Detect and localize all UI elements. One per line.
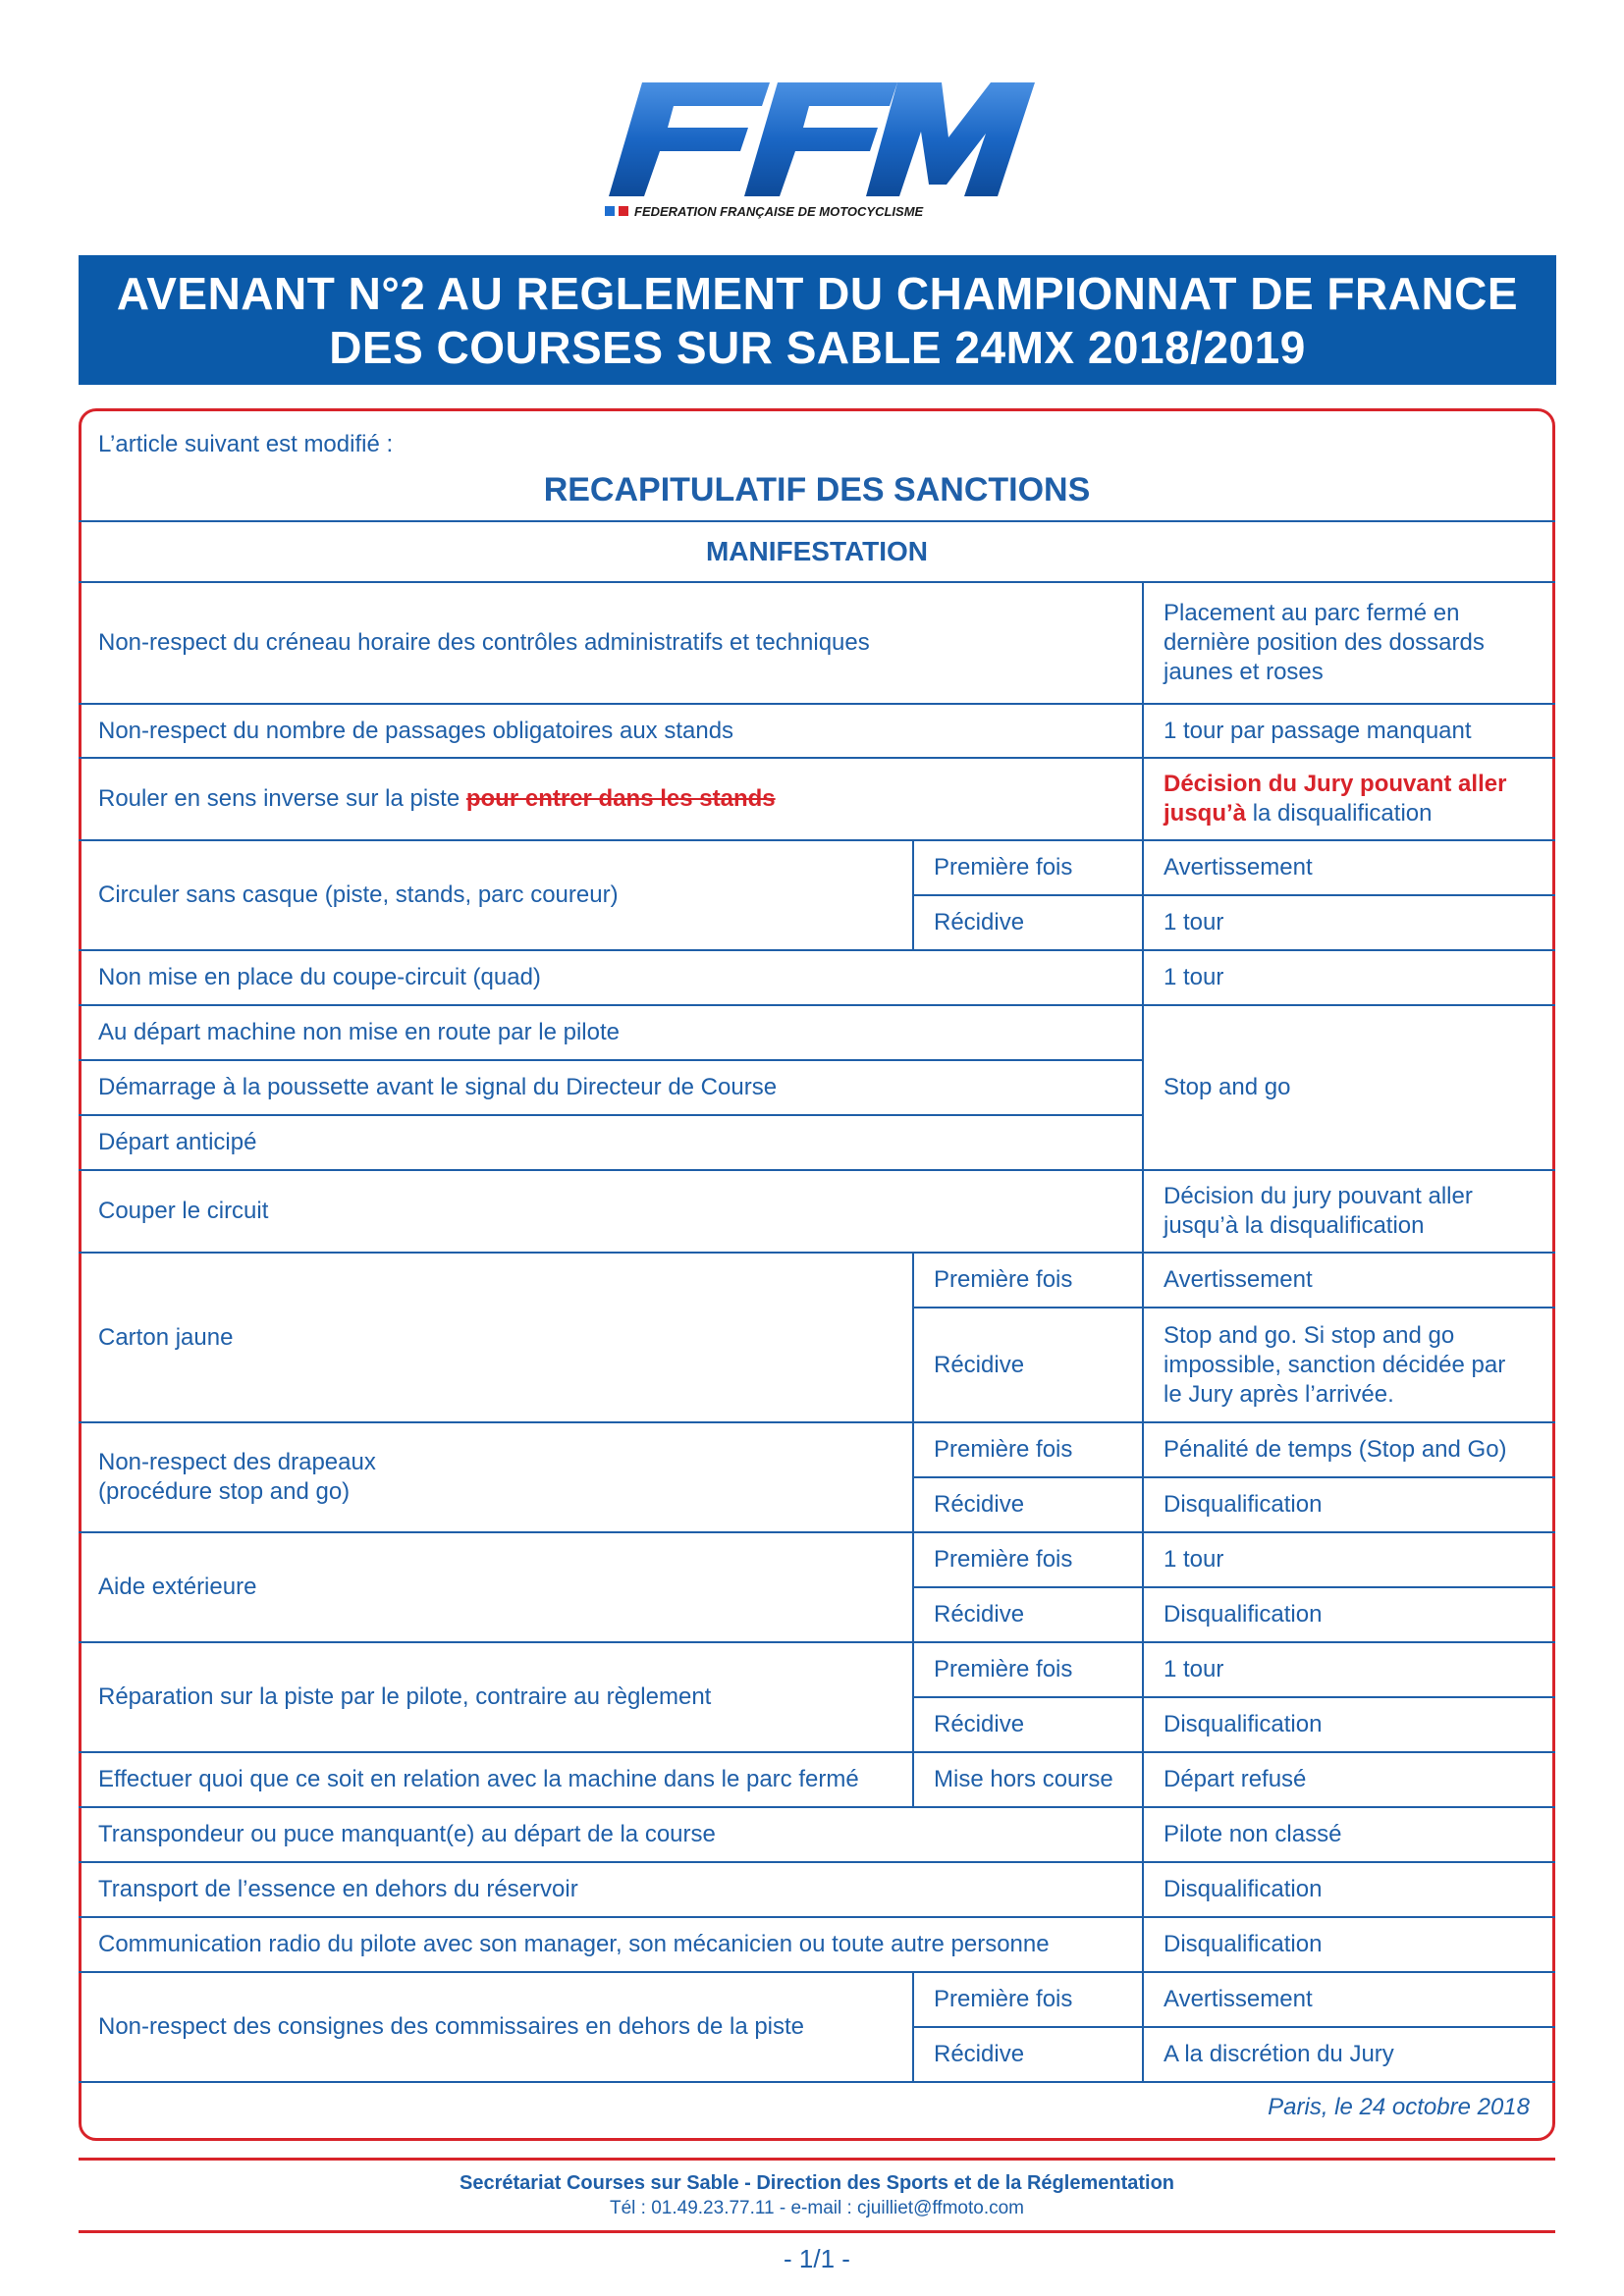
table-row (79, 1005, 1555, 1060)
signature-date: Paris, le 24 octobre 2018 (1268, 2094, 1530, 2120)
table-row (79, 1170, 1555, 1253)
footer-top-rule (79, 2158, 1555, 2161)
sanction-cell: Disqualification (1143, 1477, 1555, 1532)
infraction-cell: Transport de l’essence en dehors du réservoir (79, 1862, 1143, 1917)
sanction-cell: 1 tour (1143, 1532, 1555, 1587)
sanction-cell: 1 tour (1143, 1642, 1555, 1697)
sanction-cell: Disqualification (1143, 1862, 1555, 1917)
sanction-cell: Pénalité de temps (Stop and Go) (1143, 1422, 1555, 1477)
table-row (79, 582, 1555, 704)
sanction-cell: Disqualification (1143, 1587, 1555, 1642)
table-row (79, 950, 1555, 1005)
sanctions-table (79, 520, 1555, 2083)
table-row (79, 1862, 1555, 1917)
table-row (79, 1642, 1555, 1697)
table-row (79, 1532, 1555, 1587)
sanction-red-text: Décision du Jury pouvant aller jusqu’à (1164, 771, 1507, 827)
sanction-cell: Disqualification (1143, 1917, 1555, 1972)
table-row (79, 1253, 1555, 1308)
infraction-cell: Couper le circuit (79, 1170, 1143, 1253)
footer-bottom-rule (79, 2230, 1555, 2233)
footer-contact: Tél : 01.49.23.77.11 - e-mail : cjuilliet@ffmoto.com (610, 2198, 1024, 2218)
infraction-text: Rouler en sens inverse sur la piste (98, 785, 460, 812)
title-banner (79, 255, 1556, 385)
sanction-cell: 1 tour (1143, 895, 1555, 950)
infraction-cell (79, 758, 1143, 840)
condition-cell: Première fois (913, 1253, 1143, 1308)
sanction-cell: Pilote non classé (1143, 1807, 1555, 1862)
condition-cell: Première fois (913, 1422, 1143, 1477)
condition-cell: Mise hors course (913, 1752, 1143, 1807)
sanction-cell: Décision du jury pouvant aller jusqu’à la disqualification (1143, 1170, 1555, 1253)
condition-cell: Première fois (913, 840, 1143, 895)
condition-cell: Récidive (913, 1587, 1143, 1642)
infraction-cell: Réparation sur la piste par le pilote, contraire au règlement (79, 1642, 913, 1752)
infraction-cell: Au départ machine non mise en route par le pilote (79, 1005, 1143, 1060)
infraction-cell: Non-respect des consignes des commissaires en dehors de la piste (79, 1972, 913, 2082)
sanction-cell: Avertissement (1143, 840, 1555, 895)
condition-cell: Récidive (913, 2027, 1143, 2082)
infraction-cell: Démarrage à la poussette avant le signal du Directeur de Course (79, 1060, 1143, 1115)
table-row (79, 704, 1555, 758)
sanction-cell (1143, 758, 1555, 840)
sanction-text: la disqualification (1252, 800, 1433, 827)
page-number: - 1/1 - (784, 2244, 850, 2273)
table-row (79, 1422, 1555, 1477)
table-row (79, 758, 1555, 840)
infraction-cell: Circuler sans casque (piste, stands, parc coureur) (79, 840, 913, 950)
infraction-cell: Départ anticipé (79, 1115, 1143, 1170)
section-title: RECAPITULATIF DES SANCTIONS (543, 471, 1091, 508)
infraction-cell: Aide extérieure (79, 1532, 913, 1642)
condition-cell: Récidive (913, 1477, 1143, 1532)
condition-cell: Première fois (913, 1972, 1143, 2027)
condition-cell: Première fois (913, 1532, 1143, 1587)
infraction-cell: Non-respect des drapeaux (procédure stop and go) (79, 1422, 913, 1532)
table-row (79, 1807, 1555, 1862)
sanction-cell: Placement au parc fermé en dernière position des dossards jaunes et roses (1143, 582, 1555, 704)
sanction-cell: 1 tour (1143, 950, 1555, 1005)
sanction-cell: Départ refusé (1143, 1752, 1555, 1807)
table-sub-header: MANIFESTATION (79, 521, 1555, 582)
condition-cell: Première fois (913, 1642, 1143, 1697)
sanction-cell: 1 tour par passage manquant (1143, 704, 1555, 758)
sanction-cell: Stop and go (1143, 1005, 1555, 1170)
title-line-2: DES COURSES SUR SABLE 24MX 2018/2019 (329, 322, 1306, 373)
intro-text: L’article suivant est modifié : (98, 431, 394, 457)
title-line-1: AVENANT N°2 AU REGLEMENT DU CHAMPIONNAT DE FRANCE (116, 268, 1519, 319)
ffm-logo (603, 77, 1035, 224)
sanction-cell: Avertissement (1143, 1253, 1555, 1308)
infraction-cell: Transpondeur ou puce manquant(e) au départ de la course (79, 1807, 1143, 1862)
sanction-cell: Stop and go. Si stop and go impossible, sanction décidée par le Jury après l’arrivée. (1143, 1308, 1555, 1422)
infraction-cell: Effectuer quoi que ce soit en relation avec la machine dans le parc fermé (79, 1752, 913, 1807)
infraction-cell: Non-respect du nombre de passages obligatoires aux stands (79, 704, 1143, 758)
footer-department: Secrétariat Courses sur Sable - Direction des Sports et de la Réglementation (460, 2172, 1174, 2194)
condition-cell: Récidive (913, 1697, 1143, 1752)
table-row (79, 1752, 1555, 1807)
sanction-cell: Avertissement (1143, 1972, 1555, 2027)
struck-text: pour entrer dans les stands (465, 785, 776, 812)
sanction-cell: A la discrétion du Jury (1143, 2027, 1555, 2082)
table-row (79, 1972, 1555, 2027)
condition-cell: Récidive (913, 895, 1143, 950)
infraction-cell: Non mise en place du coupe-circuit (quad) (79, 950, 1143, 1005)
condition-cell: Récidive (913, 1308, 1143, 1422)
infraction-cell: Non-respect du créneau horaire des contrôles administratifs et techniques (79, 582, 1143, 704)
table-row (79, 1917, 1555, 1972)
sanction-cell: Disqualification (1143, 1697, 1555, 1752)
infraction-cell: Carton jaune (79, 1253, 913, 1422)
table-row (79, 840, 1555, 895)
table-header-row (79, 521, 1555, 582)
infraction-cell: Communication radio du pilote avec son manager, son mécanicien ou toute autre personne (79, 1917, 1143, 1972)
logo-tagline: FEDERATION FRANÇAISE DE MOTOCYCLISME (634, 204, 924, 219)
